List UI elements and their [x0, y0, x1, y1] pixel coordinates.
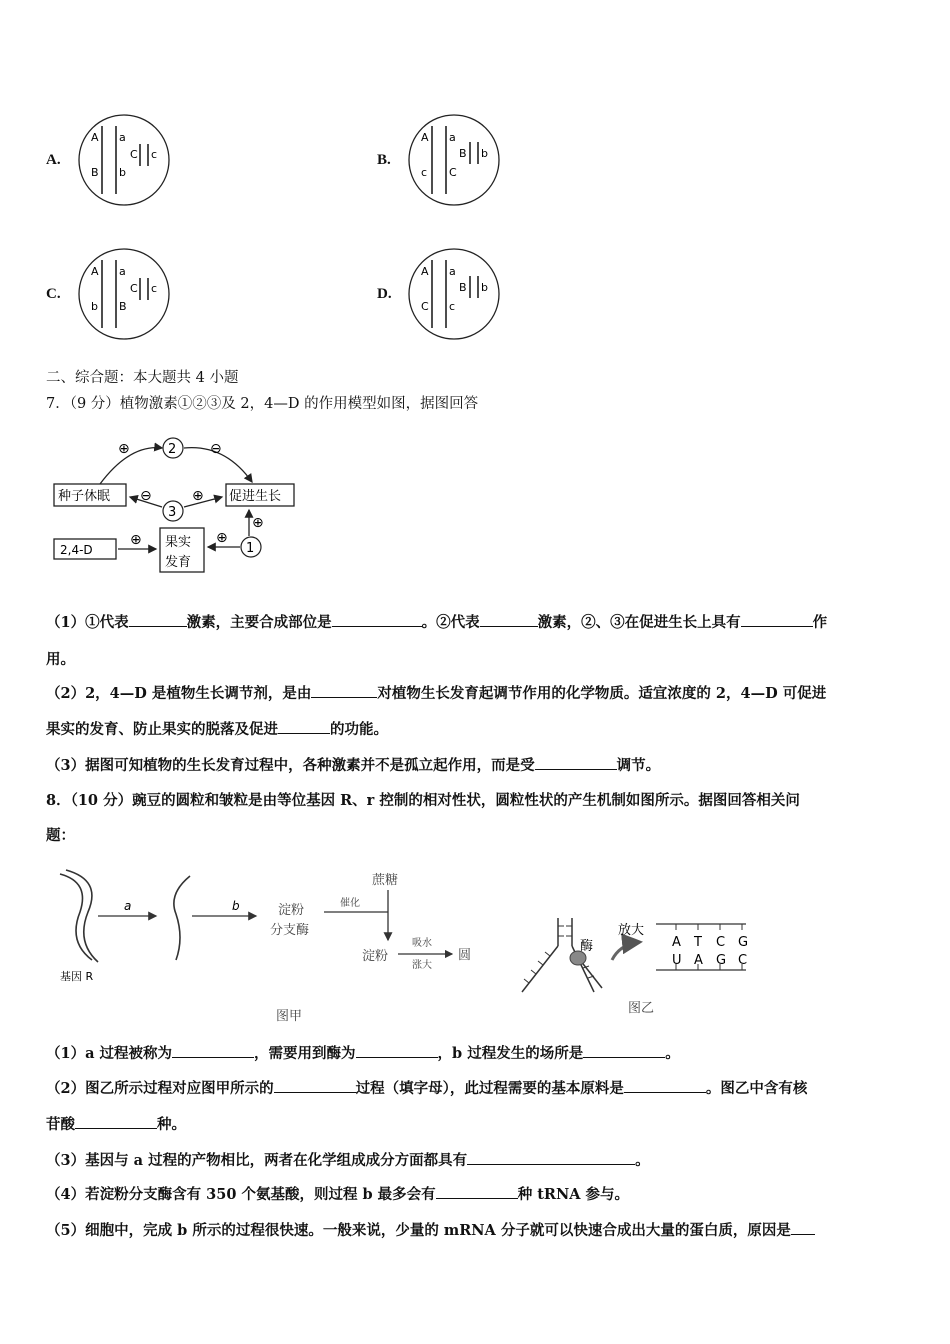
option-b-cell-diagram: [408, 114, 500, 210]
answer-blank[interactable]: [278, 719, 330, 734]
answer-blank[interactable]: [624, 1078, 706, 1093]
section-title: 二、综合题：本大题共 4 小题: [46, 370, 239, 386]
minus-sign: ⊖: [210, 441, 222, 457]
answer-blank[interactable]: [75, 1114, 157, 1129]
answer-blank[interactable]: [480, 612, 538, 627]
allele-label: C: [130, 282, 138, 295]
q8-question-5: （5）细胞中，完成 b 所示的过程很快速。一般来说，少量的 mRNA 分子就可以快速合成出大量的蛋白质，原因是: [46, 1220, 815, 1241]
rna-base: G: [716, 953, 727, 968]
magnify-label: 放大: [618, 923, 645, 938]
allele-label: c: [421, 166, 428, 179]
allele-label: B: [459, 147, 467, 160]
allele-label: a: [449, 131, 456, 144]
rna-base: U: [672, 953, 682, 968]
rna-base: A: [694, 953, 703, 968]
allele-label: c: [151, 282, 158, 295]
answer-blank[interactable]: [274, 1078, 356, 1093]
allele-label: C: [449, 166, 457, 179]
rna-base: C: [738, 953, 748, 968]
enzyme-label: 酶: [580, 939, 594, 954]
q7-question-1-cont: 用。: [46, 651, 75, 668]
q7-question-1: （1）①代表 激素，主要合成部位是 。②代表 激素，②、③在促进生长上具有 作: [46, 614, 828, 631]
plus-sign: ⊕: [252, 515, 264, 531]
dna-base: A: [672, 935, 681, 950]
dna-base: C: [716, 935, 726, 950]
q8-question-4: （4）若淀粉分支酶含有 350 个氨基酸，则过程 b 最多会有 种 tRNA 参与。: [46, 1186, 630, 1203]
allele-label: a: [119, 131, 126, 144]
q7-header: 7．（9 分）植物激素①②③及 2，4—D 的作用模型如图，据图回答: [46, 396, 479, 412]
allele-label: A: [421, 131, 429, 144]
process-a-label: a: [124, 899, 132, 913]
option-d-cell-diagram: [408, 248, 500, 344]
option-c-cell-diagram: [78, 248, 170, 344]
absorb-water-label: 吸水: [412, 938, 432, 949]
q8-question-1: （1）a 过程被称为 ，需要用到酶为 ，b 过程发生的场所是 。: [46, 1045, 680, 1062]
answer-blank[interactable]: [129, 612, 187, 627]
hormone-2-number: 2: [168, 442, 177, 457]
process-b-label: b: [232, 899, 240, 913]
dna-base: G: [738, 935, 749, 950]
box-promote-growth: 促进生长: [229, 489, 282, 504]
figure-b-caption: 图乙: [628, 1001, 655, 1016]
allele-label: c: [449, 300, 456, 313]
option-a-label[interactable]: A.: [46, 152, 61, 168]
starch-branching-enzyme-line2: 分支酶: [270, 923, 310, 938]
box-fruit-line1: 果实: [165, 535, 192, 550]
starch-label: 淀粉: [362, 949, 389, 964]
box-fruit-line2: 发育: [165, 555, 192, 570]
sucrose-label: 蔗糖: [372, 873, 399, 888]
hormone-3-number: 3: [168, 505, 177, 520]
swell-label: 涨大: [412, 960, 432, 971]
round-label: 圆: [458, 948, 472, 963]
q8-figure-a: [50, 862, 490, 1031]
option-b-label[interactable]: B.: [377, 152, 391, 168]
plus-sign: ⊕: [118, 441, 130, 457]
q7-question-2-cont: 果实的发育、防止果实的脱落及促进 的功能。: [46, 721, 388, 738]
allele-label: b: [481, 281, 488, 294]
q8-question-2: （2）图乙所示过程对应图甲所示的 过程（填字母），此过程需要的基本原料是 。图乙中含有核: [46, 1080, 808, 1097]
allele-label: a: [449, 265, 456, 278]
dna-base: T: [694, 935, 702, 950]
option-a-cell-diagram: [78, 114, 170, 210]
q8-header-line1: 8．（10 分）豌豆的圆粒和皱粒是由等位基因 R、r 控制的相对性状，圆粒性状的产生机制如图所示。据图回答相关问: [46, 792, 800, 809]
allele-label: c: [151, 148, 158, 161]
answer-blank[interactable]: [791, 1220, 815, 1235]
figure-a-caption: 图甲: [276, 1009, 303, 1024]
gene-r-label: 基因 R: [60, 970, 94, 983]
allele-label: B: [459, 281, 467, 294]
q7-question-2: （2）2，4—D 是植物生长调节剂，是由 对植物生长发育起调节作用的化学物质。适宜浓度的 2，4—D 可促进: [46, 685, 827, 702]
plus-sign: ⊕: [130, 532, 142, 548]
box-seed-dormancy: 种子休眠: [58, 489, 111, 504]
allele-label: b: [119, 166, 126, 179]
q8-question-2-cont: 苷酸 种。: [46, 1116, 186, 1133]
allele-label: C: [130, 148, 138, 161]
catalyze-label: 催化: [340, 898, 360, 909]
q8-figure-b: [516, 912, 756, 1026]
answer-blank[interactable]: [467, 1150, 635, 1165]
allele-label: A: [421, 265, 429, 278]
option-d-label[interactable]: D.: [377, 286, 392, 302]
q7-question-3: （3）据图可知植物的生长发育过程中，各种激素并不是孤立起作用，而是受 调节。: [46, 757, 661, 774]
starch-branching-enzyme-line1: 淀粉: [278, 903, 305, 918]
q8-question-3: （3）基因与 a 过程的产物相比，两者在化学组成成分方面都具有 。: [46, 1152, 650, 1169]
allele-label: B: [91, 166, 99, 179]
allele-label: B: [119, 300, 127, 313]
answer-blank[interactable]: [356, 1043, 438, 1058]
allele-label: b: [481, 147, 488, 160]
allele-label: C: [421, 300, 429, 313]
answer-blank[interactable]: [332, 612, 422, 627]
answer-blank[interactable]: [172, 1043, 254, 1058]
answer-blank[interactable]: [436, 1184, 518, 1199]
hormone-1-number: 1: [246, 541, 255, 556]
q7-hormone-diagram: [50, 432, 310, 586]
minus-sign: ⊖: [140, 488, 152, 504]
plus-sign: ⊕: [192, 488, 204, 504]
answer-blank[interactable]: [583, 1043, 665, 1058]
answer-blank[interactable]: [741, 612, 813, 627]
answer-blank[interactable]: [535, 755, 617, 770]
allele-label: b: [91, 300, 98, 313]
allele-label: a: [119, 265, 126, 278]
plus-sign: ⊕: [216, 530, 228, 546]
allele-label: A: [91, 131, 99, 144]
option-c-label[interactable]: C.: [46, 286, 61, 302]
box-24d: 2,4-D: [60, 543, 93, 557]
allele-label: A: [91, 265, 99, 278]
q8-header-line2: 题：: [46, 827, 75, 844]
answer-blank[interactable]: [311, 683, 377, 698]
